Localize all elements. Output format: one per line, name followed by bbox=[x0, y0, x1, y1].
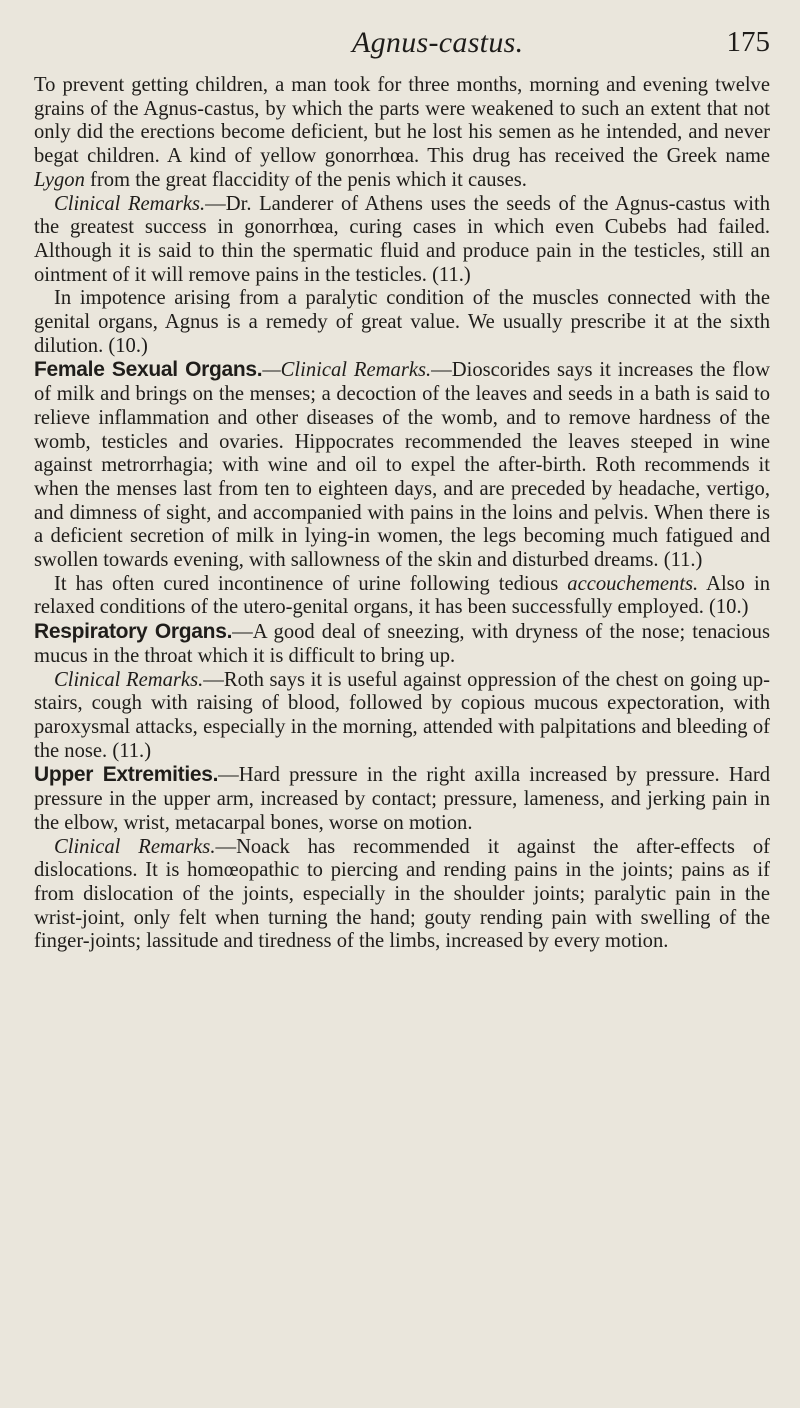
page-header bbox=[34, 26, 770, 68]
section-heading-respiratory: Respiratory Organs. bbox=[34, 620, 233, 644]
section-heading-upper-extremities: Upper Extremities. bbox=[34, 763, 219, 787]
paragraph-clinical-respiratory: Clinical Remarks.—Roth says it is useful against oppression of the chest on going up-stairs, cough with raising of blood, followed by copious mucous expectoration, with paroxysmal attacks, especially in the morning, attended with palpitations and bleeding of the nose. (11.) bbox=[34, 668, 770, 762]
section-heading-female: Female Sexual Organs. bbox=[34, 358, 263, 382]
paragraph-respiratory: Respiratory Organs.—A good deal of sneezing, with dryness of the nose; tenacious mucus in the throat which it is difficult to bring up. bbox=[34, 620, 770, 667]
paragraph-incontinence: It has often cured incontinence of urine following tedious accouchements. Also in relaxed conditions of the utero-genital organs, it has been successfully employed. (10.) bbox=[34, 572, 770, 619]
page-body bbox=[34, 74, 770, 954]
paragraph-clinical-gonorrhoea: Clinical Remarks.—Dr. Landerer of Athens uses the seeds of the Agnus-castus with the greatest success in gonorrhœa, curing cases in which even Cubebs had failed. Although it is said to thin the spermatic fluid and produce pain in the testicles, still an ointment of it will remove pains in the testicles. (11.) bbox=[34, 192, 770, 286]
paragraph-clinical-extremities: Clinical Remarks.—Noack has recommended it against the after-effects of dislocations. It is homœopathic to piercing and rending pains in the joints; pains as if from dislocation of the joints, especially in the shoulder joints; paralytic pain in the wrist-joint, only felt when turning the hand; gouty rending pain with swelling of the finger-joints; lassitude and tiredness of the limbs, increased by every motion. bbox=[34, 835, 770, 953]
paragraph-upper-extremities: Upper Extremities.—Hard pressure in the right axilla increased by pressure. Hard pressure in the upper arm, increased by contact; pressure, lameness, and jerking pain in the elbow, wrist, metacarpal bones, worse on motion. bbox=[34, 763, 770, 834]
paragraph-contraception: To prevent getting children, a man took for three months, morning and evening twelve grains of the Agnus-castus, by which the parts were weakened to such an extent that not only did the erections become deficient, but he lost his semen as he intended, and never begat children. A kind of yellow gonorrhœa. This drug has received the Greek name Lygon from the great flaccidity of the penis which it causes. bbox=[34, 74, 770, 191]
page-number: 175 bbox=[726, 26, 770, 58]
paragraph-female-organs: Female Sexual Organs.—Clinical Remarks.—Dioscorides says it increases the flow of milk and brings on the menses; a decoction of the leaves and seeds in a bath is said to relieve inflammation and other diseases of the womb, and to remove hardness of the womb, testicles and ovaries. Hippocrates recommended the leaves steeped in wine against metrorrhagia; with wine and oil to expel the after-birth. Roth recommends it when the menses last from ten to eighteen days, and are preceded by headache, vertigo, and dimness of sight, and accompanied with pains in the loins and pelvis. When there is a deficient secretion of milk in lying-in women, the legs becoming much fatigued and swollen towards evening, with sallowness of the skin and disturbed dreams. (11.) bbox=[34, 358, 770, 572]
running-title: Agnus-castus. bbox=[352, 26, 524, 59]
paragraph-impotence: In impotence arising from a paralytic condition of the muscles connected with the genital organs, Agnus is a remedy of great value. We usually prescribe it at the sixth dilution. (10.) bbox=[34, 287, 770, 357]
